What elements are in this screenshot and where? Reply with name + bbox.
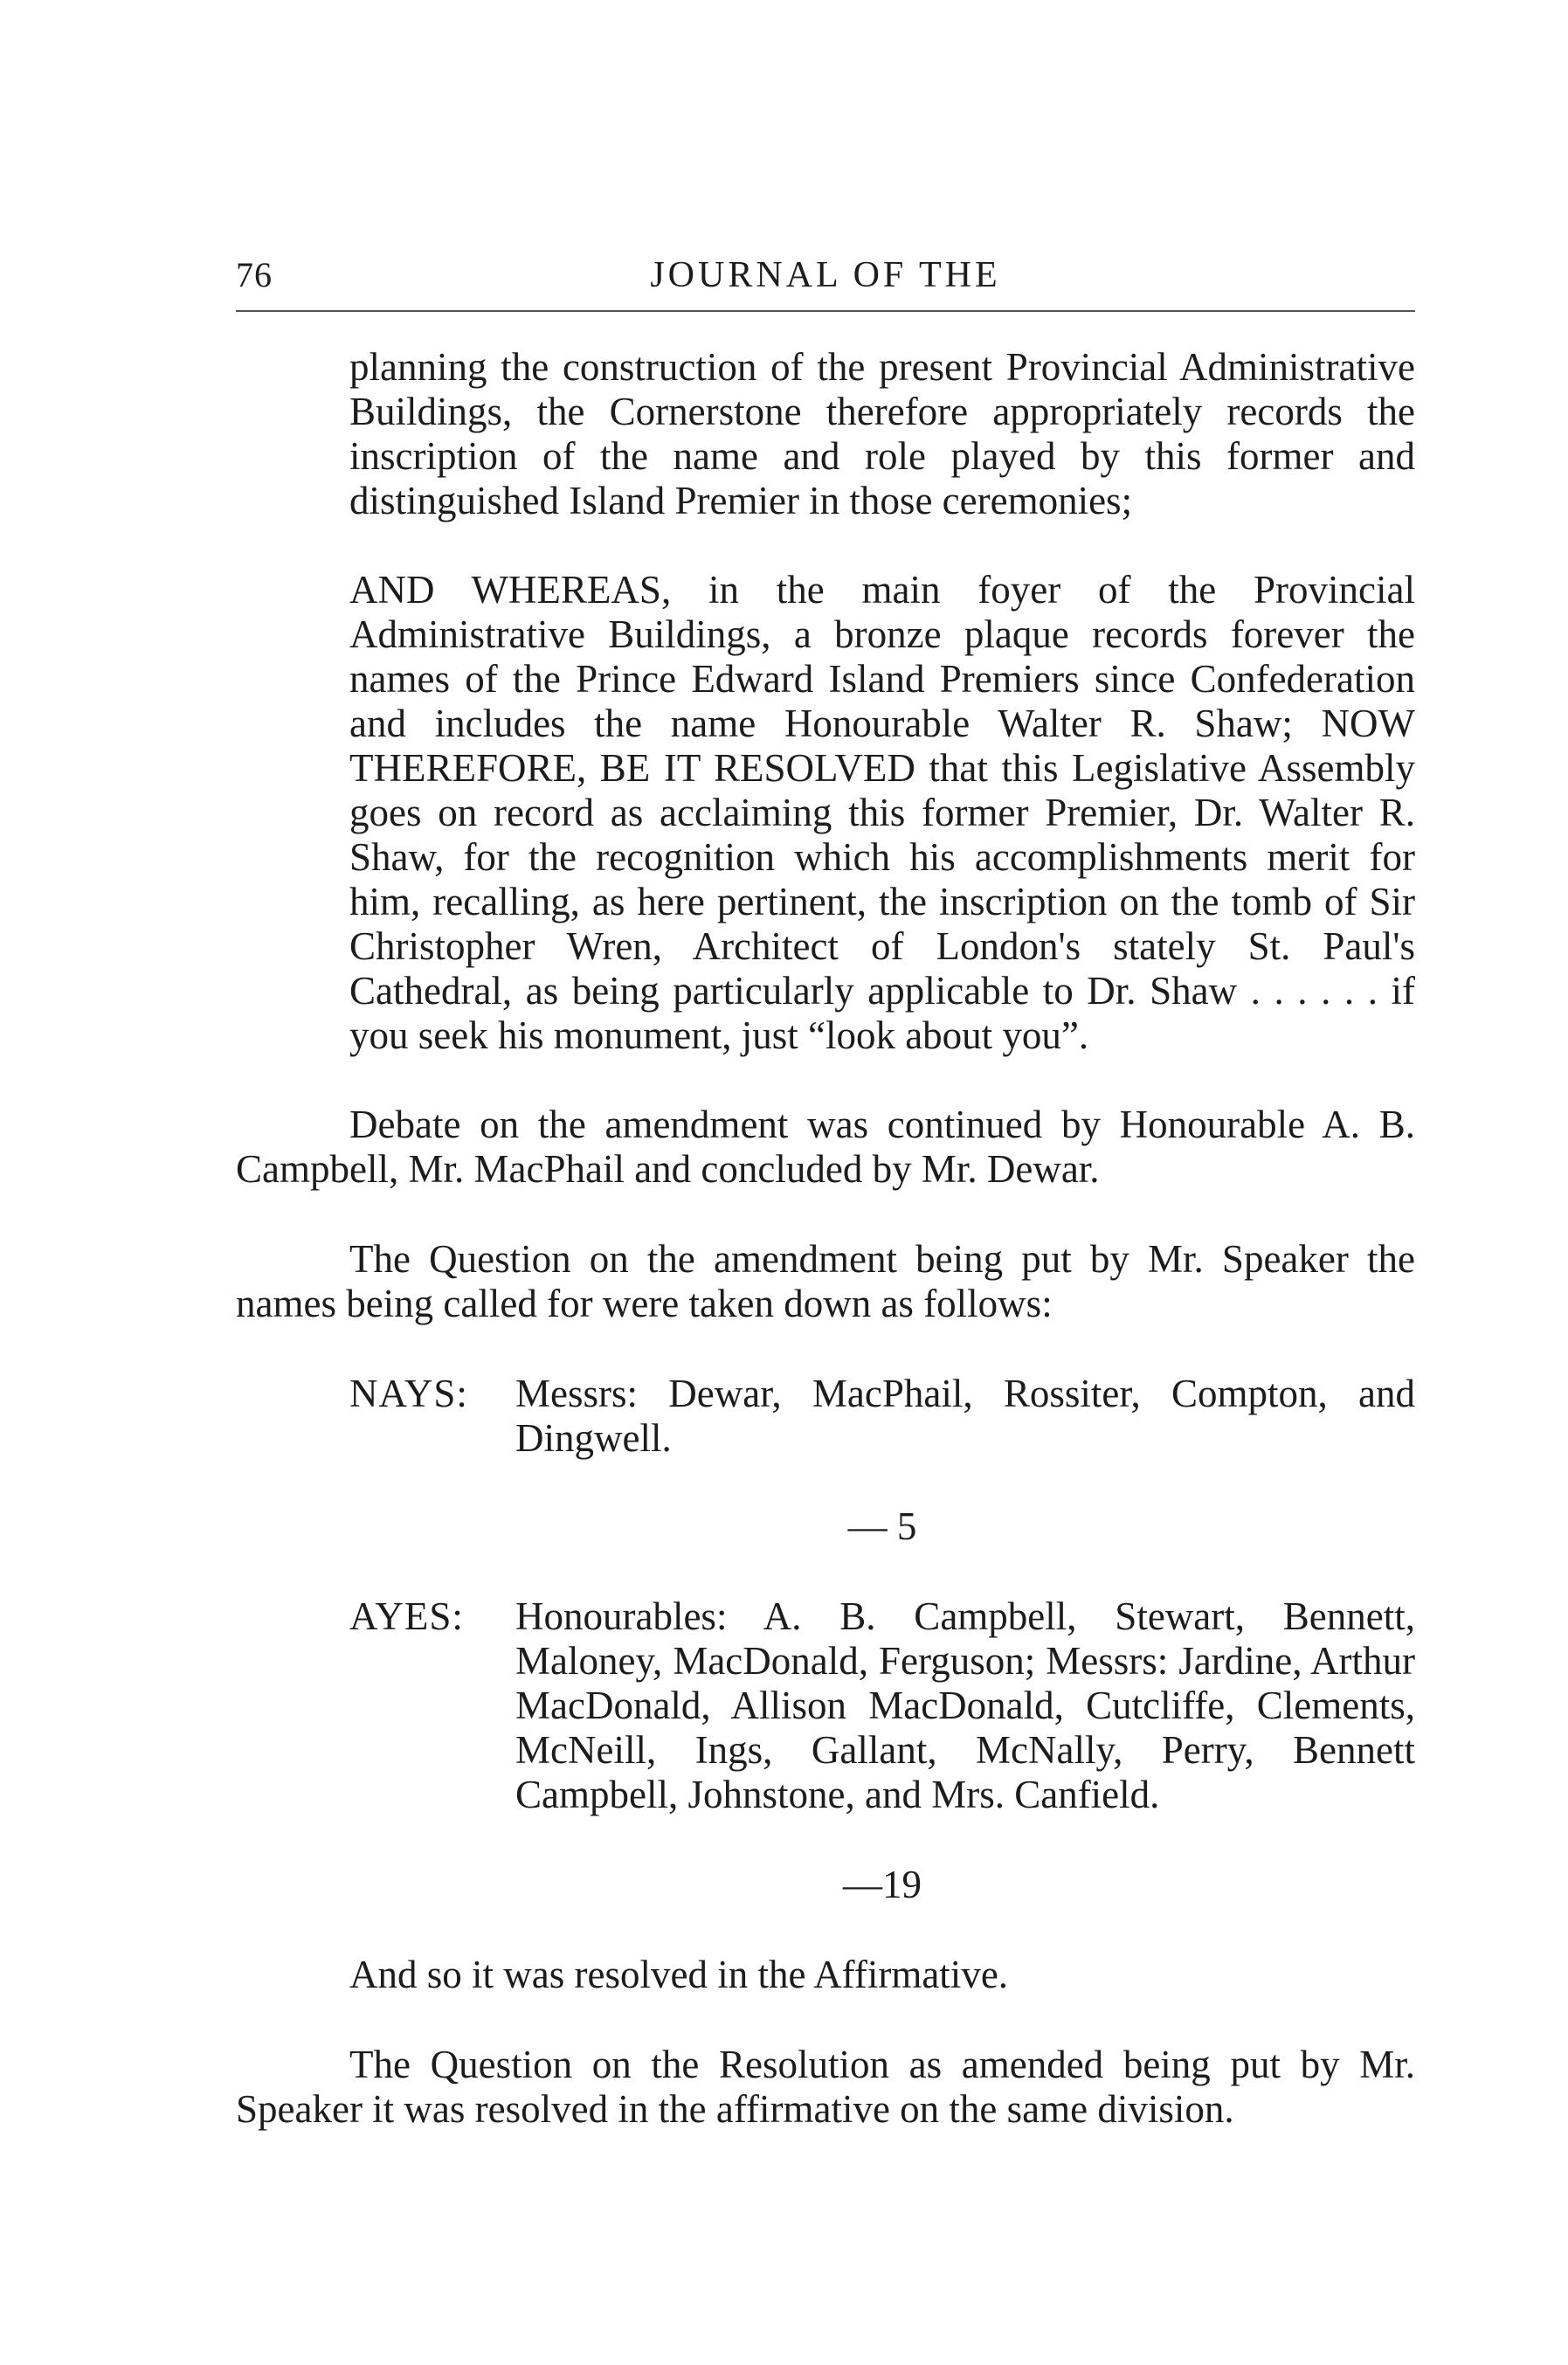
nays-label: NAYS: — [349, 1372, 468, 1415]
paragraph-whereas-resolved: AND WHEREAS, in the main foyer of the Provincial Administrative Buildings, a bronze plaque records forever the names of the Prince Edward Island Premiers since Confederation and includes the name Honourable Walter R. Shaw; NOW THEREFORE, BE IT RESOLVED that this Legislative Assembly goes on record as acclaiming this former Premier, Dr. Walter R. Shaw, for the recognition which his accomplishments merit for him, recalling, as here pertinent, the inscription on the tomb of Sir Christopher Wren, Architect of London's stately St. Paul's Cathedral, as being particularly applicable to Dr. Shaw . . . . . . if you seek his monument, just “look about you”. — [349, 568, 1415, 1057]
running-head: JOURNAL OF THE — [650, 255, 1001, 295]
paragraph-cornerstone: planning the construction of the present Provincial Administrative Buildings, the Cornerstone therefore appropriately records the inscription of the name and role played by this former and distinguished Island Premier in those ceremonies; — [349, 345, 1415, 522]
paragraph-debate: Debate on the amendment was continued by Honourable A. B. Campbell, Mr. MacPhail and concluded by Mr. Dewar. — [236, 1103, 1415, 1191]
ayes-label: AYES: — [349, 1594, 464, 1638]
paragraph-resolved-affirmative: And so it was resolved in the Affirmative. — [349, 1953, 1009, 1996]
paragraph-question-resolution: The Question on the Resolution as amended being put by Mr. Speaker it was resolved in the affirmative on the same division. — [236, 2043, 1415, 2131]
ayes-names: Honourables: A. B. Campbell, Stewart, Bennett, Maloney, MacDonald, Ferguson; Messrs: Jardine, Arthur MacDonald, Allison MacDonald, Cutcliffe, Clements, McNeill, Ings, Gallant, McNally, Perry, Bennett Campbell, Johnstone, and Mrs. Canfield. — [515, 1594, 1415, 1816]
ayes-vote — [349, 1594, 1415, 1817]
nays-vote — [349, 1372, 1415, 1461]
nays-total: — 5 — [847, 1504, 917, 1548]
ayes-total: —19 — [843, 1863, 922, 1906]
journal-body — [236, 345, 1415, 2132]
nays-names: Messrs: Dewar, MacPhail, Rossiter, Compton, and Dingwell. — [515, 1372, 1415, 1460]
paragraph-question-amendment: The Question on the amendment being put by Mr. Speaker the names being called for were taken down as follows: — [236, 1237, 1415, 1325]
page-header — [236, 249, 1415, 312]
page-number: 76 — [236, 255, 273, 294]
